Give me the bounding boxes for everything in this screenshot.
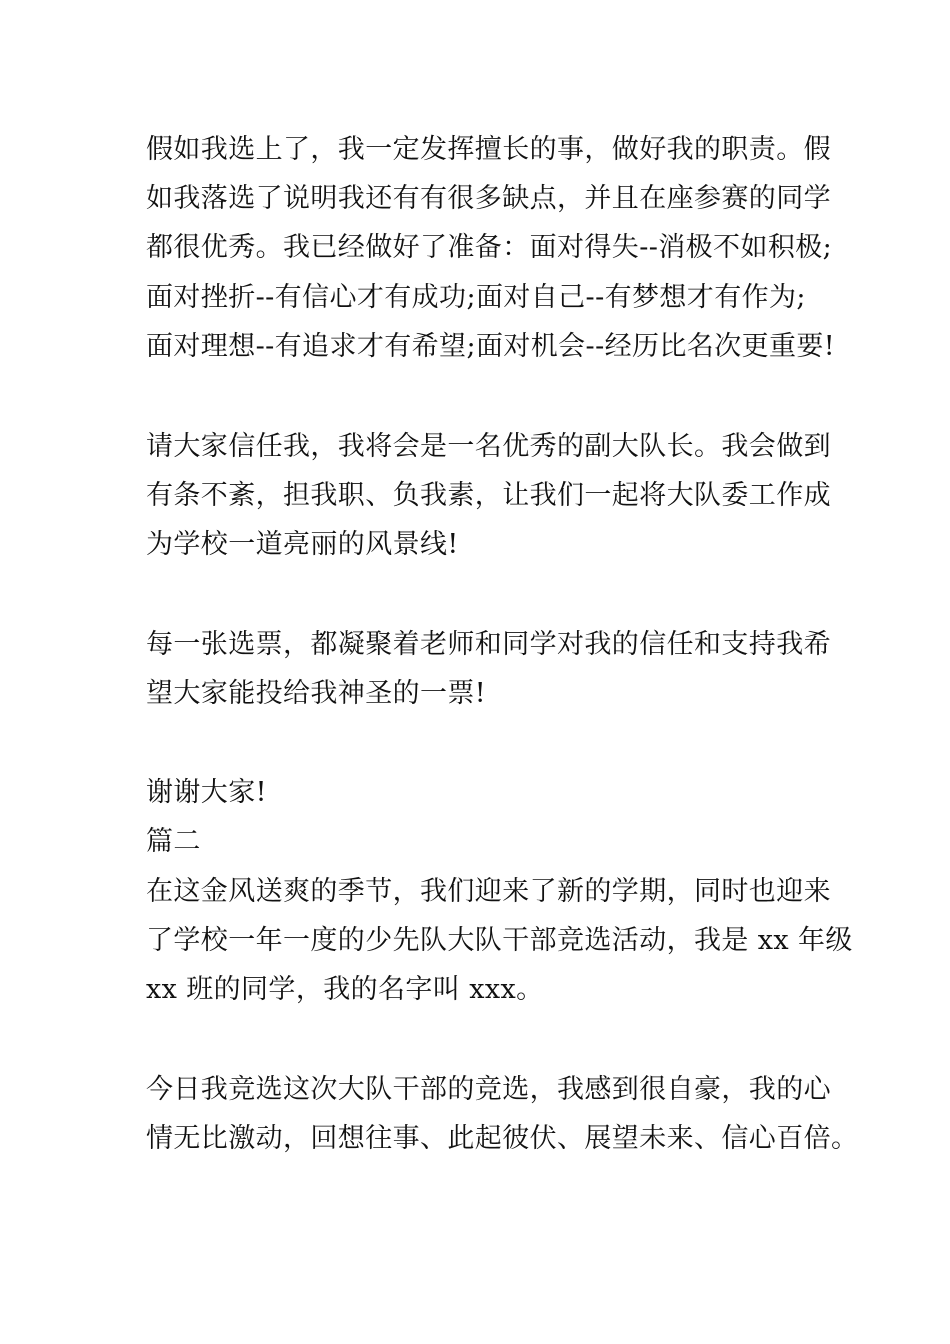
text-line: 面对理想--有追求才有希望;面对机会--经历比名次更重要!: [146, 331, 836, 362]
text-line: 每一张选票，都凝聚着老师和同学对我的信任和支持我希: [146, 629, 831, 660]
text-line: xx 班的同学，我的名字叫 xxx。: [146, 974, 544, 1005]
text-line: 为学校一道亮丽的风景线!: [146, 529, 459, 560]
text-line: 今日我竞选这次大队干部的竞选，我感到很自豪，我的心: [146, 1074, 831, 1105]
text-line: 请大家信任我，我将会是一名优秀的副大队长。我会做到: [146, 431, 831, 462]
text-line: 面对挫折--有信心才有成功;面对自己--有梦想才有作为;: [146, 282, 806, 313]
section-heading: 篇二: [146, 826, 201, 857]
text-line: 了学校一年一度的少先队大队干部竞选活动，我是 xx 年级: [146, 925, 853, 956]
text-line: 如我落选了说明我还有有很多缺点，并且在座参赛的同学: [146, 183, 831, 214]
text-line: 谢谢大家!: [146, 777, 267, 808]
text-line: 望大家能投给我神圣的一票!: [146, 678, 487, 709]
text-line: 有条不紊，担我职、负我素，让我们一起将大队委工作成: [146, 480, 831, 511]
text-line: 都很优秀。我已经做好了准备：面对得失--消极不如积极;: [146, 232, 833, 263]
text-line: 假如我选上了，我一定发挥擅长的事，做好我的职责。假: [146, 134, 831, 165]
text-line: 情无比激动，回想往事、此起彼伏、展望未来、信心百倍。: [146, 1123, 859, 1154]
text-line: 在这金风送爽的季节，我们迎来了新的学期，同时也迎来: [146, 876, 831, 907]
